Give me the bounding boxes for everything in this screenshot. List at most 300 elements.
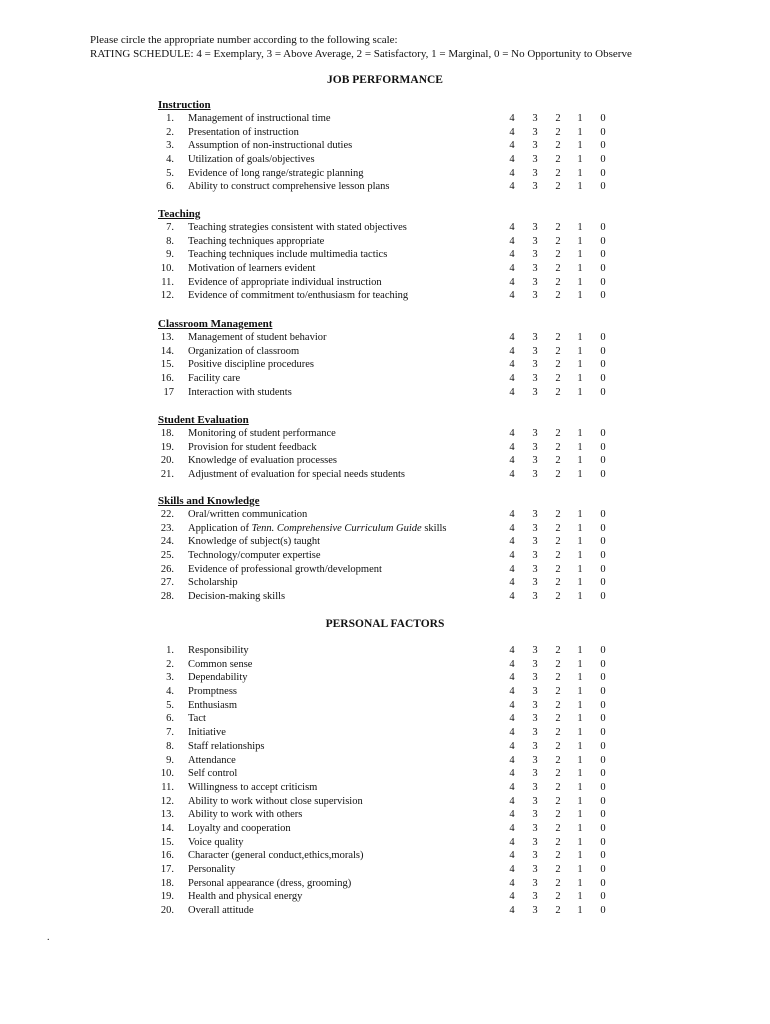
rating-option-4[interactable]: 4: [509, 140, 515, 152]
rating-option-2[interactable]: 2: [555, 455, 561, 467]
rating-option-0[interactable]: 0: [600, 877, 606, 889]
rating-option-0[interactable]: 0: [600, 345, 606, 357]
item-number: 28.: [160, 591, 174, 603]
rating-option-3[interactable]: 3: [532, 550, 538, 562]
rating-option-3[interactable]: 3: [532, 154, 538, 166]
rating-option-4[interactable]: 4: [509, 290, 515, 302]
instructions: [90, 33, 632, 61]
rating-option-3[interactable]: 3: [532, 167, 538, 179]
rating-option-0[interactable]: 0: [600, 686, 606, 698]
rating-option-1[interactable]: 1: [577, 181, 583, 193]
rating-option-1[interactable]: 1: [577, 686, 583, 698]
rating-option-3[interactable]: 3: [532, 754, 538, 766]
rating-option-4[interactable]: 4: [509, 359, 515, 371]
rating-option-3[interactable]: 3: [532, 222, 538, 233]
item-label: Evidence of professional growth/development: [188, 563, 382, 575]
rating-option-2[interactable]: 2: [555, 864, 561, 875]
rating-option-2[interactable]: 2: [555, 181, 561, 193]
rating-option-4[interactable]: 4: [509, 345, 515, 357]
rating-row: [158, 167, 618, 181]
item-number: 1.: [166, 113, 174, 124]
rating-option-3[interactable]: 3: [532, 836, 538, 848]
rating-row: [158, 386, 618, 400]
item-label: Adjustment of evaluation for special needs students: [188, 469, 405, 481]
rating-option-3[interactable]: 3: [532, 181, 538, 193]
rating-option-3[interactable]: 3: [532, 536, 538, 548]
rating-option-1[interactable]: 1: [577, 332, 583, 343]
rating-option-4[interactable]: 4: [509, 836, 515, 848]
rating-option-1[interactable]: 1: [577, 740, 583, 752]
rating-option-3[interactable]: 3: [532, 509, 538, 520]
rating-option-3[interactable]: 3: [532, 577, 538, 589]
rating-option-0[interactable]: 0: [600, 235, 606, 247]
item-label: Monitoring of student performance: [188, 428, 336, 439]
rating-option-3[interactable]: 3: [532, 276, 538, 288]
rating-option-2[interactable]: 2: [555, 713, 561, 725]
item-number: 5.: [166, 699, 174, 711]
rating-option-0[interactable]: 0: [600, 428, 606, 439]
rating-option-2[interactable]: 2: [555, 822, 561, 834]
item-number: 20.: [160, 905, 174, 917]
item-number: 7.: [166, 727, 174, 739]
rating-option-3[interactable]: 3: [532, 441, 538, 453]
rating-option-2[interactable]: 2: [555, 768, 561, 780]
item-label: Utilization of goals/objectives: [188, 154, 315, 166]
rating-option-4[interactable]: 4: [509, 754, 515, 766]
rating-option-2[interactable]: 2: [555, 754, 561, 766]
rating-option-0[interactable]: 0: [600, 536, 606, 548]
item-label: Facility care: [188, 373, 241, 385]
rating-row: [158, 454, 618, 468]
rating-option-4[interactable]: 4: [509, 905, 515, 917]
section-student-evaluation: [158, 413, 618, 482]
rating-option-4[interactable]: 4: [509, 455, 515, 467]
rating-option-1[interactable]: 1: [577, 345, 583, 357]
rating-option-2[interactable]: 2: [555, 249, 561, 261]
rating-option-1[interactable]: 1: [577, 754, 583, 766]
rating-option-4[interactable]: 4: [509, 428, 515, 439]
rating-option-0[interactable]: 0: [600, 263, 606, 275]
rating-option-4[interactable]: 4: [509, 713, 515, 725]
rating-option-1[interactable]: 1: [577, 864, 583, 875]
rating-option-4[interactable]: 4: [509, 658, 515, 670]
item-number: 6.: [166, 713, 174, 725]
rating-option-4[interactable]: 4: [509, 563, 515, 575]
rating-option-2[interactable]: 2: [555, 905, 561, 917]
rating-option-2[interactable]: 2: [555, 781, 561, 793]
rating-option-1[interactable]: 1: [577, 249, 583, 261]
rating-option-1[interactable]: 1: [577, 550, 583, 562]
rating-option-1[interactable]: 1: [577, 577, 583, 589]
rating-row: [158, 590, 618, 604]
rating-option-4[interactable]: 4: [509, 469, 515, 481]
rating-option-4[interactable]: 4: [509, 891, 515, 903]
rating-option-0[interactable]: 0: [600, 154, 606, 166]
rating-option-2[interactable]: 2: [555, 645, 561, 656]
rating-option-0[interactable]: 0: [600, 754, 606, 766]
rating-option-3[interactable]: 3: [532, 645, 538, 656]
rating-option-2[interactable]: 2: [555, 577, 561, 589]
rating-option-4[interactable]: 4: [509, 591, 515, 603]
item-label: Initiative: [188, 727, 226, 739]
rating-option-4[interactable]: 4: [509, 809, 515, 821]
rating-option-4[interactable]: 4: [509, 686, 515, 698]
item-label: Health and physical energy: [188, 891, 303, 903]
rating-option-2[interactable]: 2: [555, 672, 561, 684]
rating-option-0[interactable]: 0: [600, 332, 606, 343]
rating-option-0[interactable]: 0: [600, 740, 606, 752]
rating-option-3[interactable]: 3: [532, 672, 538, 684]
rating-option-4[interactable]: 4: [509, 522, 515, 534]
item-number: 9.: [166, 754, 174, 766]
rating-option-0[interactable]: 0: [600, 290, 606, 302]
rating-option-0[interactable]: 0: [600, 563, 606, 575]
rating-option-3[interactable]: 3: [532, 386, 538, 398]
rating-option-2[interactable]: 2: [555, 126, 561, 138]
rating-row: [158, 795, 618, 809]
rating-option-2[interactable]: 2: [555, 373, 561, 385]
rating-option-2[interactable]: 2: [555, 658, 561, 670]
rating-option-0[interactable]: 0: [600, 469, 606, 481]
rating-option-1[interactable]: 1: [577, 359, 583, 371]
rating-option-3[interactable]: 3: [532, 469, 538, 481]
rating-option-2[interactable]: 2: [555, 536, 561, 548]
rating-option-2[interactable]: 2: [555, 891, 561, 903]
rating-option-3[interactable]: 3: [532, 713, 538, 725]
rating-option-0[interactable]: 0: [600, 645, 606, 656]
rating-option-4[interactable]: 4: [509, 768, 515, 780]
item-label: Responsibility: [188, 645, 249, 656]
instruction-line: Please circle the appropriate number according to the following scale:: [90, 34, 398, 46]
item-number: 13.: [160, 809, 174, 821]
rating-option-1[interactable]: 1: [577, 469, 583, 481]
rating-option-3[interactable]: 3: [532, 263, 538, 275]
rating-option-1[interactable]: 1: [577, 522, 583, 534]
rating-option-4[interactable]: 4: [509, 645, 515, 656]
item-number: 18.: [160, 428, 174, 439]
rating-option-4[interactable]: 4: [509, 276, 515, 288]
item-label: Motivation of learners evident: [188, 263, 316, 275]
rating-option-2[interactable]: 2: [555, 276, 561, 288]
rating-option-0[interactable]: 0: [600, 658, 606, 670]
rating-option-2[interactable]: 2: [555, 850, 561, 862]
rating-option-3[interactable]: 3: [532, 699, 538, 711]
rating-option-0[interactable]: 0: [600, 768, 606, 780]
rating-option-2[interactable]: 2: [555, 386, 561, 398]
rating-option-4[interactable]: 4: [509, 850, 515, 862]
rating-option-0[interactable]: 0: [600, 822, 606, 834]
rating-option-3[interactable]: 3: [532, 428, 538, 439]
rating-option-3[interactable]: 3: [532, 455, 538, 467]
rating-option-2[interactable]: 2: [555, 428, 561, 439]
rating-option-1[interactable]: 1: [577, 795, 583, 807]
rating-option-2[interactable]: 2: [555, 795, 561, 807]
rating-option-3[interactable]: 3: [532, 864, 538, 875]
rating-option-3[interactable]: 3: [532, 809, 538, 821]
rating-option-4[interactable]: 4: [509, 167, 515, 179]
rating-option-4[interactable]: 4: [509, 235, 515, 247]
rating-option-2[interactable]: 2: [555, 836, 561, 848]
rating-option-3[interactable]: 3: [532, 822, 538, 834]
rating-option-4[interactable]: 4: [509, 864, 515, 875]
rating-option-1[interactable]: 1: [577, 672, 583, 684]
rating-option-0[interactable]: 0: [600, 809, 606, 821]
rating-option-1[interactable]: 1: [577, 713, 583, 725]
rating-option-1[interactable]: 1: [577, 154, 583, 166]
rating-option-4[interactable]: 4: [509, 222, 515, 233]
rating-option-0[interactable]: 0: [600, 441, 606, 453]
rating-option-0[interactable]: 0: [600, 455, 606, 467]
item-label: Self control: [188, 768, 238, 780]
rating-option-2[interactable]: 2: [555, 550, 561, 562]
rating-option-1[interactable]: 1: [577, 290, 583, 302]
rating-option-4[interactable]: 4: [509, 577, 515, 589]
rating-option-2[interactable]: 2: [555, 686, 561, 698]
rating-option-3[interactable]: 3: [532, 126, 538, 138]
item-number: 23.: [160, 522, 174, 534]
rating-row: [158, 836, 618, 850]
rating-option-4[interactable]: 4: [509, 332, 515, 343]
rating-option-1[interactable]: 1: [577, 727, 583, 739]
item-label: Personal appearance (dress, grooming): [188, 877, 352, 889]
rating-option-2[interactable]: 2: [555, 167, 561, 179]
rating-option-4[interactable]: 4: [509, 877, 515, 889]
rating-option-3[interactable]: 3: [532, 740, 538, 752]
rating-option-2[interactable]: 2: [555, 332, 561, 343]
rating-option-3[interactable]: 3: [532, 290, 538, 302]
rating-option-3[interactable]: 3: [532, 235, 538, 247]
rating-option-0[interactable]: 0: [600, 140, 606, 152]
rating-option-4[interactable]: 4: [509, 386, 515, 398]
rating-row: [158, 740, 618, 754]
item-label: Application of Tenn. Comprehensive Curriculum Guide skills: [188, 522, 447, 534]
rating-option-1[interactable]: 1: [577, 850, 583, 862]
rating-option-1[interactable]: 1: [577, 645, 583, 656]
rating-option-0[interactable]: 0: [600, 276, 606, 288]
rating-option-0[interactable]: 0: [600, 836, 606, 848]
rating-option-2[interactable]: 2: [555, 809, 561, 821]
rating-option-0[interactable]: 0: [600, 864, 606, 875]
item-label: Knowledge of subject(s) taught: [188, 536, 321, 548]
rating-option-0[interactable]: 0: [600, 249, 606, 261]
item-label: Teaching techniques include multimedia tactics: [188, 249, 388, 261]
rating-option-1[interactable]: 1: [577, 235, 583, 247]
rating-option-0[interactable]: 0: [600, 727, 606, 739]
rating-option-0[interactable]: 0: [600, 386, 606, 398]
section-title: Teaching: [158, 208, 201, 220]
rating-option-1[interactable]: 1: [577, 167, 583, 179]
rating-option-1[interactable]: 1: [577, 126, 583, 138]
rating-option-0[interactable]: 0: [600, 891, 606, 903]
job-performance-heading: JOB PERFORMANCE: [327, 74, 443, 86]
rating-option-0[interactable]: 0: [600, 591, 606, 603]
rating-option-2[interactable]: 2: [555, 359, 561, 371]
rating-option-4[interactable]: 4: [509, 550, 515, 562]
rating-option-3[interactable]: 3: [532, 891, 538, 903]
rating-option-3[interactable]: 3: [532, 249, 538, 261]
rating-option-0[interactable]: 0: [600, 222, 606, 233]
rating-option-0[interactable]: 0: [600, 509, 606, 520]
rating-option-3[interactable]: 3: [532, 781, 538, 793]
rating-row: [158, 644, 618, 658]
rating-option-3[interactable]: 3: [532, 113, 538, 124]
rating-option-1[interactable]: 1: [577, 781, 583, 793]
rating-row: [158, 808, 618, 822]
rating-option-2[interactable]: 2: [555, 469, 561, 481]
rating-option-4[interactable]: 4: [509, 373, 515, 385]
rating-option-2[interactable]: 2: [555, 290, 561, 302]
rating-option-2[interactable]: 2: [555, 740, 561, 752]
rating-option-1[interactable]: 1: [577, 699, 583, 711]
rating-option-1[interactable]: 1: [577, 455, 583, 467]
rating-option-3[interactable]: 3: [532, 359, 538, 371]
rating-option-1[interactable]: 1: [577, 836, 583, 848]
rating-option-0[interactable]: 0: [600, 113, 606, 124]
rating-option-2[interactable]: 2: [555, 522, 561, 534]
rating-row: [158, 822, 618, 836]
rating-option-3[interactable]: 3: [532, 591, 538, 603]
rating-option-4[interactable]: 4: [509, 263, 515, 275]
rating-option-1[interactable]: 1: [577, 428, 583, 439]
rating-option-1[interactable]: 1: [577, 768, 583, 780]
rating-row: [158, 781, 618, 795]
rating-option-0[interactable]: 0: [600, 713, 606, 725]
rating-option-4[interactable]: 4: [509, 249, 515, 261]
rating-option-3[interactable]: 3: [532, 850, 538, 862]
rating-option-0[interactable]: 0: [600, 373, 606, 385]
rating-option-1[interactable]: 1: [577, 877, 583, 889]
rating-option-1[interactable]: 1: [577, 113, 583, 124]
rating-option-3[interactable]: 3: [532, 795, 538, 807]
rating-option-0[interactable]: 0: [600, 550, 606, 562]
rating-row: [158, 468, 618, 482]
rating-option-3[interactable]: 3: [532, 563, 538, 575]
item-number: 12.: [160, 795, 174, 807]
rating-option-2[interactable]: 2: [555, 877, 561, 889]
rating-option-0[interactable]: 0: [600, 699, 606, 711]
section-instruction: [158, 98, 618, 194]
rating-option-2[interactable]: 2: [555, 727, 561, 739]
item-label: Dependability: [188, 672, 248, 684]
rating-option-0[interactable]: 0: [600, 359, 606, 371]
rating-option-2[interactable]: 2: [555, 263, 561, 275]
rating-option-0[interactable]: 0: [600, 126, 606, 138]
rating-option-4[interactable]: 4: [509, 113, 515, 124]
rating-option-4[interactable]: 4: [509, 740, 515, 752]
rating-option-1[interactable]: 1: [577, 809, 583, 821]
rating-row: [158, 849, 618, 863]
item-number: 10.: [160, 768, 174, 780]
rating-option-0[interactable]: 0: [600, 522, 606, 534]
rating-option-0[interactable]: 0: [600, 577, 606, 589]
rating-option-4[interactable]: 4: [509, 822, 515, 834]
rating-option-0[interactable]: 0: [600, 181, 606, 193]
rating-option-4[interactable]: 4: [509, 441, 515, 453]
rating-row: [158, 877, 618, 891]
rating-option-1[interactable]: 1: [577, 373, 583, 385]
rating-option-1[interactable]: 1: [577, 591, 583, 603]
rating-row: [158, 535, 618, 549]
rating-row: [158, 262, 618, 276]
rating-row: [158, 276, 618, 290]
item-number: 9.: [166, 249, 174, 261]
rating-option-1[interactable]: 1: [577, 140, 583, 152]
rating-option-3[interactable]: 3: [532, 686, 538, 698]
rating-option-2[interactable]: 2: [555, 140, 561, 152]
rating-option-2[interactable]: 2: [555, 154, 561, 166]
rating-schedule-line: RATING SCHEDULE: 4 = Exemplary, 3 = Above Average, 2 = Satisfactory, 1 = Marginal, 0 = No Opportunity to Observe: [90, 48, 632, 60]
rating-option-2[interactable]: 2: [555, 222, 561, 233]
item-number: 11.: [161, 781, 174, 793]
rating-option-1[interactable]: 1: [577, 905, 583, 917]
rating-row: [158, 712, 618, 726]
rating-option-2[interactable]: 2: [555, 441, 561, 453]
rating-row: [158, 372, 618, 386]
rating-option-0[interactable]: 0: [600, 795, 606, 807]
rating-option-1[interactable]: 1: [577, 563, 583, 575]
rating-option-4[interactable]: 4: [509, 699, 515, 711]
rating-row: [158, 522, 618, 536]
rating-option-2[interactable]: 2: [555, 509, 561, 520]
rating-option-1[interactable]: 1: [577, 658, 583, 670]
rating-option-3[interactable]: 3: [532, 727, 538, 739]
item-number: 25.: [160, 550, 174, 562]
rating-option-0[interactable]: 0: [600, 781, 606, 793]
rating-option-4[interactable]: 4: [509, 672, 515, 684]
rating-option-4[interactable]: 4: [509, 509, 515, 520]
rating-option-0[interactable]: 0: [600, 905, 606, 917]
rating-option-3[interactable]: 3: [532, 522, 538, 534]
rating-option-3[interactable]: 3: [532, 332, 538, 343]
rating-option-1[interactable]: 1: [577, 222, 583, 233]
rating-option-2[interactable]: 2: [555, 235, 561, 247]
rating-option-3[interactable]: 3: [532, 345, 538, 357]
rating-option-4[interactable]: 4: [509, 126, 515, 138]
item-label: Evidence of appropriate individual instruction: [188, 276, 382, 288]
rating-row: [158, 890, 618, 904]
rating-option-3[interactable]: 3: [532, 373, 538, 385]
rating-option-1[interactable]: 1: [577, 536, 583, 548]
rating-option-4[interactable]: 4: [509, 727, 515, 739]
rating-option-1[interactable]: 1: [577, 276, 583, 288]
rating-option-2[interactable]: 2: [555, 563, 561, 575]
rating-option-1[interactable]: 1: [577, 509, 583, 520]
rating-option-1[interactable]: 1: [577, 441, 583, 453]
rating-option-1[interactable]: 1: [577, 263, 583, 275]
rating-option-2[interactable]: 2: [555, 591, 561, 603]
rating-option-0[interactable]: 0: [600, 672, 606, 684]
rating-option-2[interactable]: 2: [555, 345, 561, 357]
rating-option-0[interactable]: 0: [600, 850, 606, 862]
rating-option-1[interactable]: 1: [577, 386, 583, 398]
item-number: 17.: [160, 864, 174, 875]
rating-option-3[interactable]: 3: [532, 658, 538, 670]
rating-option-4[interactable]: 4: [509, 795, 515, 807]
rating-option-3[interactable]: 3: [532, 140, 538, 152]
rating-option-3[interactable]: 3: [532, 768, 538, 780]
rating-option-1[interactable]: 1: [577, 822, 583, 834]
rating-option-1[interactable]: 1: [577, 891, 583, 903]
rating-option-4[interactable]: 4: [509, 536, 515, 548]
rating-option-2[interactable]: 2: [555, 113, 561, 124]
rating-option-4[interactable]: 4: [509, 781, 515, 793]
rating-option-2[interactable]: 2: [555, 699, 561, 711]
rating-option-4[interactable]: 4: [509, 181, 515, 193]
rating-option-0[interactable]: 0: [600, 167, 606, 179]
rating-option-4[interactable]: 4: [509, 154, 515, 166]
rating-option-3[interactable]: 3: [532, 877, 538, 889]
rating-option-3[interactable]: 3: [532, 905, 538, 917]
